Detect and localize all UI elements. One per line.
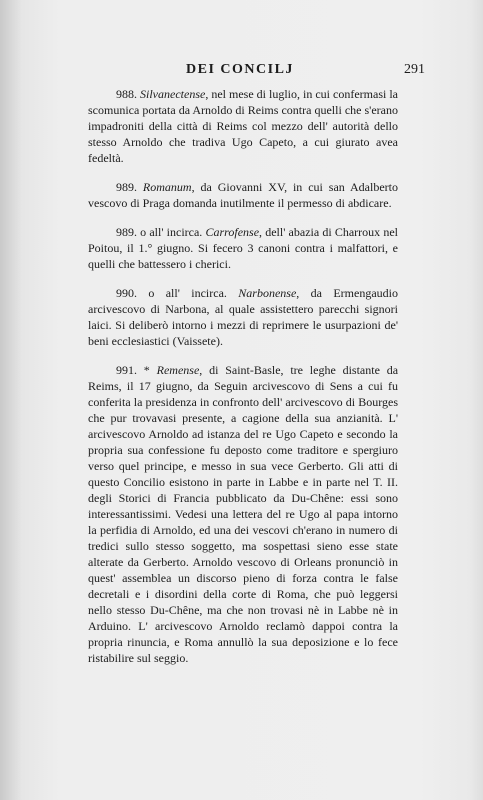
entry-number: 989. o all' incirca. [116, 225, 203, 239]
entry-number: 991. * [116, 363, 150, 377]
page-header [88, 62, 425, 80]
council-entry-990 [88, 285, 398, 349]
council-name: Silvanectense [140, 87, 206, 101]
entry-text: , di Saint-Basle, tre leghe distante da Reims, il 17 giugno, da Seguin arcivescovo di Sens a cui fu conferita la presidenza in confronto dell' arcivescovo di Bourges che pur trovavasi presente, a cagione della sua anzianità. L' arcivescovo Arnoldo ad istanza del re Ugo Capeto e secondo la propria sua confessione fu deposto come traditore e spergiuro verso quel principe, e messo in sua vece Gerberto. Gli atti di questo Concilio esistono in parte in Labbe e in parte nel T. II. degli Storici di Francia pubblicato da Du-Chêne: essi sono interessantissimi. Vedesi una lettera del re Ugo al papa intorno la perfidia di Arnoldo, ed una dei vescovi ch'erano in numero di tredici sullo stesso soggetto, ma sospettasi sieno esse state alterate da Gerberto. Arnoldo vescovo di Orleans pronunciò in quest' assemblea un discorso pieno di forza contra le false decretali e i disordini della corte di Roma, che può leggersi nello stesso Du-Chêne, ma che non trovasi nè in Labbe nè in Arduino. L' arcivescovo Arnoldo reclamò dappoi contra la propria rinuncia, e Roma annullò la sua deposizione e lo fece ristabilire sul seggio. [88, 363, 399, 665]
council-entry-989-carrofense [88, 224, 398, 272]
council-entry-989-romanum [88, 179, 398, 211]
page-number: 291 [404, 62, 425, 77]
entry-text: , dell' abazia di Charroux nel Poitou, il 1.° giugno. Si fecero 3 canoni contra i malfattori, e quelli che battessero i cherici. [88, 225, 398, 271]
council-name: Romanum [142, 180, 192, 194]
entry-number: 988. [116, 87, 137, 101]
entry-number: 989. [116, 180, 137, 194]
council-name: Carrofense [205, 225, 260, 239]
council-name: Remense [156, 363, 200, 377]
running-title: DEI CONCILJ [186, 62, 294, 77]
council-name: Narbonense [238, 286, 297, 300]
page-body [88, 86, 398, 679]
council-entry-991 [88, 362, 398, 666]
entry-text: , da Giovanni XV, in cui san Adalberto vescovo di Praga domanda inutilmente il permesso di abdicare. [88, 180, 398, 210]
entry-text: , nel mese di luglio, in cui confermasi la scomunica portata da Arnoldo di Reims contra quelli che s'erano impadroniti della città di Reims col mezzo dell' autorità dello stesso Arnoldo che tradiva Ugo Capeto, a cui giurato avea fedeltà. [88, 87, 398, 165]
council-entry-988 [88, 86, 398, 166]
entry-text: , da Ermengaudio arcivescovo di Narbona, al quale assistettero parecchi signori laici. Si deliberò intorno i mezzi di reprimere le usurpazioni de' beni ecclesiastici (Vaissete). [88, 286, 398, 348]
entry-number: 990. o all' incirca. [116, 286, 227, 300]
